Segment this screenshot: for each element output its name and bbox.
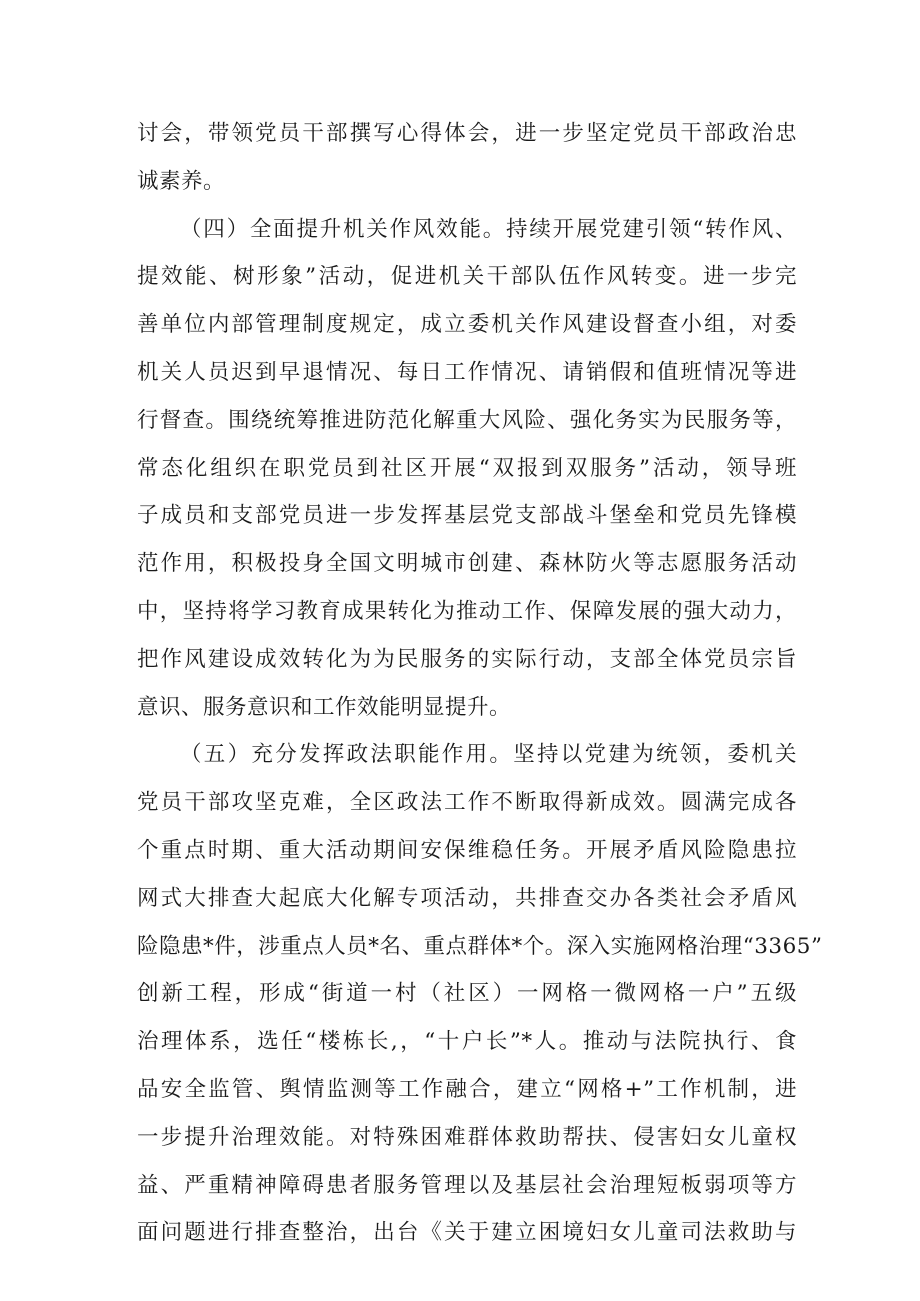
text-line: 中，坚持将学习教育成果转化为推动工作、保障发展的强大动力， (137, 598, 797, 624)
text-line: 行督查。围绕统筹推进防范化解重大风险、强化务实为民服务等， (137, 407, 797, 433)
text-line: 党员干部攻坚克难，全区政法工作不断取得新成效。圆满完成各 (137, 790, 797, 816)
text-line: 诚素养。 (137, 168, 226, 194)
text-line: 意识、服务意识和工作效能明显提升。 (137, 694, 512, 720)
text-line: 善单位内部管理制度规定，成立委机关作风建设督查小组，对委 (137, 312, 797, 338)
text-line: （四）全面提升机关作风效能。持续开展党建引领“转作风、 (180, 216, 797, 242)
text-line: 一步提升治理效能。对特殊困难群体救助帮扶、侵害妇女儿童权 (137, 1124, 797, 1150)
text-line: 机关人员迟到早退情况、每日工作情况、请销假和值班情况等进 (137, 359, 797, 385)
text-line: 讨会，带领党员干部撰写心得体会，进一步坚定党员干部政治忠 (137, 121, 797, 146)
text-line: 创新工程，形成“街道一村（社区）一网格一微网格一户”五级 (137, 981, 797, 1007)
text-line: 治理体系，选任“楼栋长,，“十户长”*人。推动与法院执行、食 (137, 1029, 797, 1055)
text-line: 面问题进行排查整治，出台《关于建立困境妇女儿童司法救助与 (137, 1220, 797, 1246)
text-line: 险隐患*件，涉重点人员*名、重点群体*个。深入实施网格治理“3365” (137, 933, 823, 959)
text-line: 个重点时期、重大活动期间安保维稳任务。开展矛盾风险隐患拉 (137, 837, 797, 863)
text-line: 益、严重精神障碍患者服务管理以及基层社会治理短板弱项等方 (137, 1172, 797, 1198)
text-line: 子成员和支部党员进一步发挥基层党支部战斗堡垒和党员先锋模 (137, 503, 797, 529)
text-line: 品安全监管、舆情监测等工作融合，建立“网格+”工作机制，进 (137, 1076, 797, 1102)
text-line: 把作风建设成效转化为为民服务的实际行动，支部全体党员宗旨 (137, 646, 797, 672)
document-body (137, 110, 823, 1257)
text-line: 网式大排查大起底大化解专项活动，共排查交办各类社会矛盾风 (137, 885, 797, 911)
text-line: 提效能、树形象”活动，促进机关干部队伍作风转变。进一步完 (137, 264, 797, 290)
text-line: 常态化组织在职党员到社区开展“双报到双服务”活动，领导班 (137, 455, 797, 481)
text-line: 范作用，积极投身全国文明城市创建、森林防火等志愿服务活动 (137, 551, 797, 577)
text-line: （五）充分发挥政法职能作用。坚持以党建为统领，委机关 (180, 742, 797, 768)
